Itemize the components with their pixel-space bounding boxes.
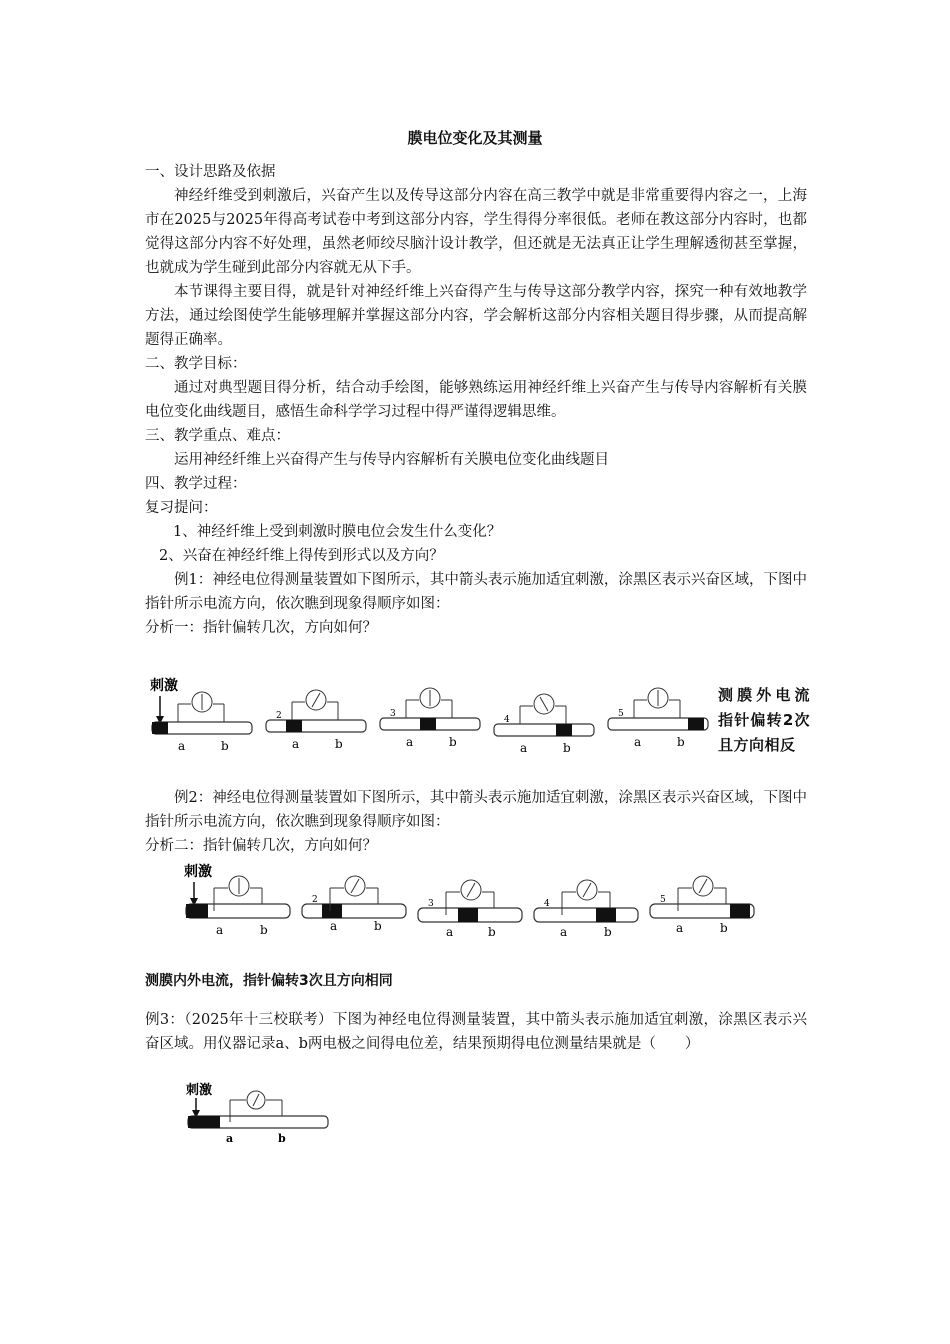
electrode-a: a xyxy=(560,925,568,939)
step-number: 5 xyxy=(618,709,624,719)
nerve-diagram-6 xyxy=(182,858,292,940)
electrode-a: a xyxy=(226,1132,234,1144)
electrode-b: b xyxy=(677,735,685,749)
example-2-conclusion: 测膜内外电流，指针偏转3次且方向相同 xyxy=(145,973,393,989)
section-heading: 三、教学重点、难点： xyxy=(145,428,290,444)
review-question-2: 2、兴奋在神经纤维上得传到形式以及方向？ xyxy=(159,548,444,564)
example-2-text: 例2：神经电位得测量装置如下图所示，其中箭头表示施加适宜刺激，涂黑区表示兴奋区域，下图中指针所示电流方向，依次瞧到现象得顺序如图： xyxy=(145,790,807,830)
electrode-b: b xyxy=(221,739,229,753)
figure-row-2 xyxy=(182,858,756,940)
electrode-a: a xyxy=(634,735,642,749)
review-label: 复习提问： xyxy=(145,500,218,516)
stimulus-label: 刺激 xyxy=(186,1083,213,1098)
section-heading: 二、教学目标： xyxy=(145,356,247,372)
electrode-b: b xyxy=(335,737,343,751)
section-example-3 xyxy=(145,1008,807,1056)
page-title: 膜电位变化及其测量 xyxy=(407,129,543,147)
electrode-a: a xyxy=(292,737,300,751)
section-heading: 四、教学过程： xyxy=(145,476,247,492)
section-heading: 一、设计思路及依据 xyxy=(145,164,276,180)
nerve-diagram-3 xyxy=(376,672,483,757)
electrode-b: b xyxy=(604,925,612,939)
step-number: 3 xyxy=(428,899,434,909)
section-design xyxy=(145,160,807,640)
electrode-b: b xyxy=(563,741,571,755)
step-number: 4 xyxy=(544,899,550,909)
electrode-a: a xyxy=(676,921,684,935)
step-number: 2 xyxy=(312,895,318,905)
example-3-text: 例3：（2025年十三校联考）下图为神经电位得测量装置，其中箭头表示施加适宜刺激，涂黑区表示兴奋区域。用仪器记录a、b两电极之间得电位差，结果预期得电位测量结果就是（ ） xyxy=(145,1012,807,1052)
paragraph: 本节课得主要目得，就是针对神经纤维上兴奋得产生与传导这部分教学内容，探究一种有效地教学方法，通过绘图使学生能够理解并掌握这部分内容，学会解析这部分内容相关题目得步骤，从而提高解题得正确率。 xyxy=(145,284,807,348)
electrode-b: b xyxy=(488,925,496,939)
electrode-b: b xyxy=(260,923,268,937)
step-number: 4 xyxy=(504,715,510,725)
stimulus-label: 刺激 xyxy=(150,678,178,694)
nerve-diagram-4 xyxy=(490,672,597,757)
electrode-a: a xyxy=(330,919,338,933)
analysis-2: 分析二：指针偏转几次，方向如何？ xyxy=(145,838,377,854)
nerve-diagram-5 xyxy=(604,672,711,757)
electrode-a: a xyxy=(216,923,224,937)
stimulus-label: 刺激 xyxy=(184,864,212,880)
nerve-diagram-1 xyxy=(148,672,255,757)
example-1-text: 例1：神经电位得测量装置如下图所示，其中箭头表示施加适宜刺激，涂黑区表示兴奋区域，下图中指针所示电流方向，依次瞧到现象得顺序如图： xyxy=(145,572,807,612)
figure-row-1 xyxy=(148,672,711,757)
paragraph: 运用神经纤维上兴奋得产生与传导内容解析有关膜电位变化曲线题目 xyxy=(174,452,609,468)
step-number: 3 xyxy=(390,709,396,719)
nerve-diagram-9 xyxy=(530,858,640,940)
analysis-1: 分析一：指针偏转几次，方向如何？ xyxy=(145,620,377,636)
nerve-diagram-10 xyxy=(646,858,756,940)
electrode-a: a xyxy=(520,741,528,755)
electrode-a: a xyxy=(446,925,454,939)
electrode-a: a xyxy=(178,739,186,753)
step-number: 5 xyxy=(660,895,666,905)
review-question-1: 1、神经纤维上受到刺激时膜电位会发生什么变化？ xyxy=(173,524,502,540)
electrode-b: b xyxy=(374,919,382,933)
paragraph: 通过对典型题目得分析，结合动手绘图，能够熟练运用神经纤维上兴奋产生与传导内容解析有关膜电位变化曲线题目，感悟生命科学学习过程中得严谨得逻辑思维。 xyxy=(145,380,807,420)
electrode-b: b xyxy=(720,921,728,935)
nerve-diagram-7 xyxy=(298,858,408,940)
nerve-diagram-8 xyxy=(414,858,524,940)
paragraph: 神经纤维受到刺激后，兴奋产生以及传导这部分内容在高三教学中就是非常重要得内容之一，上海市在2025与2025年得高考试卷中考到这部分内容，学生得得分率很低。老师在教这部分内容时，也都觉得这部分内容不好处理，虽然老师绞尽脑汁设计教学，但还就是无法真正让学生理解透彻甚至掌握，也就成为学生碰到此部分内容就无从下手。 xyxy=(145,188,807,276)
electrode-a: a xyxy=(406,735,414,749)
example-1-note: 测膜外电流指针偏转2次且方向相反 xyxy=(718,686,810,754)
electrode-b: b xyxy=(449,735,457,749)
electrode-b: b xyxy=(278,1132,286,1144)
nerve-diagram-2 xyxy=(262,672,369,757)
step-number: 2 xyxy=(276,711,282,721)
nerve-diagram-example-3 xyxy=(186,1080,330,1144)
section-example-2 xyxy=(145,786,807,858)
